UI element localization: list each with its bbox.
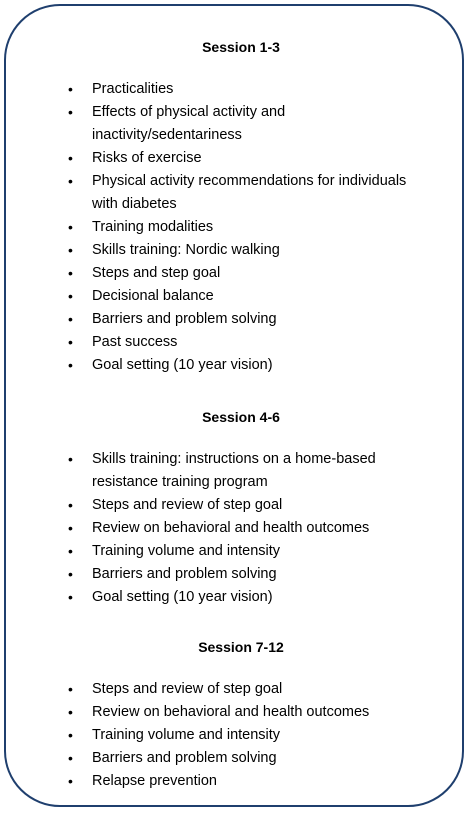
list-item: • Goal setting (10 year vision) xyxy=(6,586,462,609)
list-item: • Training volume and intensity xyxy=(6,724,462,747)
bullet-icon: • xyxy=(68,543,73,559)
session-content-panel xyxy=(4,4,464,807)
section-title: Session 1-3 xyxy=(202,39,280,55)
list-item: • Skills training: Nordic walking xyxy=(6,239,462,262)
bullet-icon: • xyxy=(68,288,73,304)
bullet-icon: • xyxy=(68,81,73,97)
list-item: • Risks of exercise xyxy=(6,147,462,170)
list-item: • Skills training: instructions on a home-based resistance training program xyxy=(6,448,462,494)
section-item-list xyxy=(6,678,462,793)
section-title: Session 4-6 xyxy=(202,409,280,425)
bullet-icon: • xyxy=(68,451,73,467)
bullet-icon: • xyxy=(68,520,73,536)
section-session-4-6 xyxy=(6,408,462,609)
list-item: • Steps and step goal xyxy=(6,262,462,285)
bullet-icon: • xyxy=(68,681,73,697)
section-session-7-12 xyxy=(6,638,462,793)
bullet-icon: • xyxy=(68,497,73,513)
bullet-icon: • xyxy=(68,150,73,166)
list-item: • Past success xyxy=(6,331,462,354)
list-item: • Barriers and problem solving xyxy=(6,747,462,770)
bullet-icon: • xyxy=(68,334,73,350)
bullet-icon: • xyxy=(68,357,73,373)
list-item: • Steps and review of step goal xyxy=(6,494,462,517)
list-item: • Relapse prevention xyxy=(6,770,462,793)
list-item: • Barriers and problem solving xyxy=(6,308,462,331)
list-item: • Physical activity recommendations for individuals with diabetes xyxy=(6,170,462,216)
bullet-icon: • xyxy=(68,704,73,720)
bullet-icon: • xyxy=(68,750,73,766)
list-item: • Review on behavioral and health outcomes xyxy=(6,701,462,724)
list-item: • Barriers and problem solving xyxy=(6,563,462,586)
list-item: • Steps and review of step goal xyxy=(6,678,462,701)
section-item-list xyxy=(6,78,462,377)
bullet-icon: • xyxy=(68,727,73,743)
section-item-list xyxy=(6,448,462,609)
bullet-icon: • xyxy=(68,566,73,582)
list-item: • Effects of physical activity and inactivity/sedentariness xyxy=(6,101,462,147)
list-item: • Training volume and intensity xyxy=(6,540,462,563)
section-session-1-3 xyxy=(6,38,462,377)
list-item: • Goal setting (10 year vision) xyxy=(6,354,462,377)
list-item: • Training modalities xyxy=(6,216,462,239)
list-item: • Decisional balance xyxy=(6,285,462,308)
section-title: Session 7-12 xyxy=(198,639,284,655)
bullet-icon: • xyxy=(68,219,73,235)
bullet-icon: • xyxy=(68,173,73,189)
bullet-icon: • xyxy=(68,589,73,605)
bullet-icon: • xyxy=(68,773,73,789)
list-item: • Practicalities xyxy=(6,78,462,101)
list-item: • Review on behavioral and health outcomes xyxy=(6,517,462,540)
bullet-icon: • xyxy=(68,265,73,281)
bullet-icon: • xyxy=(68,242,73,258)
bullet-icon: • xyxy=(68,311,73,327)
bullet-icon: • xyxy=(68,104,73,120)
